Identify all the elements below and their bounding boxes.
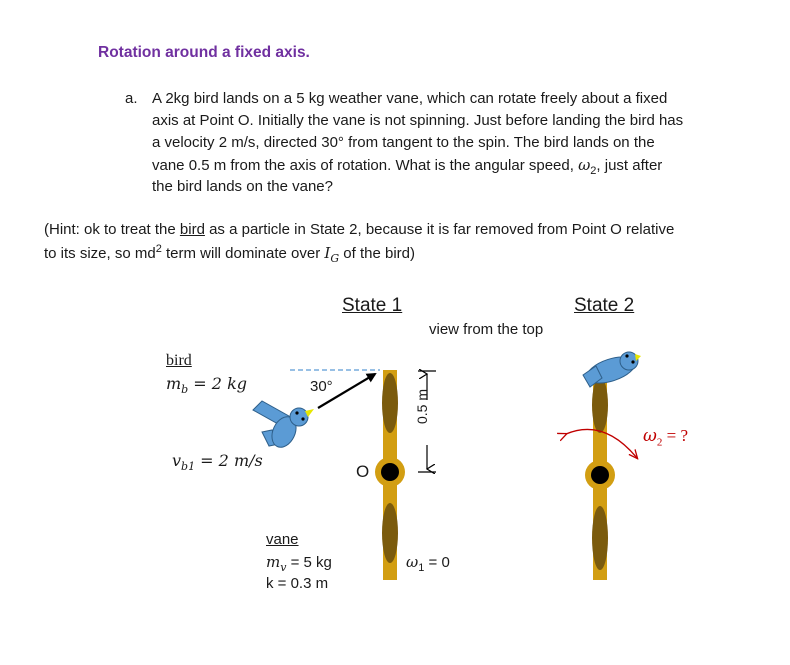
omega1-sub: 1	[418, 562, 425, 574]
bird-velocity-label	[172, 451, 263, 473]
bird-velocity-sub: b1	[181, 460, 196, 474]
bird-state2	[583, 352, 641, 388]
point-o-label: O	[356, 462, 370, 481]
bird-velocity-sym: v	[172, 451, 182, 470]
bird2-eye-left	[625, 354, 628, 357]
bird1-eye-right	[301, 417, 304, 420]
vane-label: vane	[266, 531, 299, 548]
question-line-4-tail: , just after	[596, 157, 663, 174]
section-title: Rotation around a fixed axis.	[98, 44, 310, 61]
point-o-dot	[381, 463, 399, 481]
bird-mass-value: = 2 kg	[188, 374, 247, 393]
vane1-fin-top	[382, 373, 398, 433]
omega1-sym: ω	[406, 553, 419, 571]
question-line-1: A 2kg bird lands on a 5 kg weather vane, which can rotate freely about a fixed	[152, 90, 668, 107]
omega2-symbol: ω	[578, 156, 591, 174]
distance-label: 0.5 m	[414, 388, 430, 424]
vane-mass-sub: v	[280, 561, 287, 574]
omega1-label	[406, 553, 450, 574]
bird1-eye-left	[295, 411, 298, 414]
hint-sup: 2	[155, 243, 162, 255]
bird1-head	[290, 408, 308, 426]
question-line-2: axis at Point O. Initially the vane is not spinning. Just before landing the bird has	[152, 112, 684, 129]
state1-label: State 1	[342, 295, 403, 316]
vane-state2	[585, 370, 615, 580]
state2-label: State 2	[574, 295, 635, 316]
question-letter: a.	[125, 90, 138, 107]
bird-mass-sym: m	[166, 374, 182, 393]
hint-bird-link: bird	[179, 221, 205, 238]
question-line-3: a velocity 2 m/s, directed 30° from tangent to the spin. The bird lands on the	[152, 134, 655, 151]
hint-line-2-pre: to its size, so md	[44, 245, 156, 262]
radius-of-gyration-label: k = 0.3 m	[266, 575, 329, 592]
vane-mass-value: = 5 kg	[286, 554, 332, 571]
vane1-fin-bottom	[382, 503, 398, 563]
hint-line-1-post: as a particle in State 2, because it is far removed from Point O relative	[204, 221, 675, 238]
omega2-label-value: = ?	[662, 426, 689, 445]
view-from-top-label: view from the top	[429, 321, 544, 338]
hint-line-1-pre: (Hint: ok to treat the	[44, 221, 180, 238]
bird-mass-label	[166, 374, 247, 396]
vane2-fin-top	[592, 377, 608, 433]
bird-velocity-value: = 2 m/s	[195, 451, 263, 470]
omega2-label	[643, 426, 688, 448]
vane-mass-label	[266, 553, 332, 574]
vane-state1	[375, 370, 405, 580]
hint-I: I	[324, 244, 331, 262]
bird-state1	[253, 401, 314, 451]
question-line-4-text: vane 0.5 m from the axis of rotation. What is the angular speed,	[152, 157, 579, 174]
angle-label: 30°	[310, 378, 333, 395]
vane2-fin-bottom	[592, 506, 608, 570]
omega2-label-sub: 2	[656, 436, 663, 449]
omega2-subscript: 2	[590, 165, 597, 177]
omega2-label-sym: ω	[643, 426, 657, 446]
bird2-eye-right	[631, 360, 634, 363]
bird-mass-sub: b	[181, 383, 189, 397]
hint-line-2-mid: term will dominate over	[161, 245, 325, 262]
question-line-5: the bird lands on the vane?	[152, 178, 333, 195]
hint-line-2-post: of the bird)	[339, 245, 415, 262]
vane2-axis-dot	[591, 466, 609, 484]
omega1-value: = 0	[424, 554, 450, 571]
vane-mass-sym: m	[266, 553, 281, 571]
bird-label: bird	[166, 352, 192, 369]
hint-G: G	[330, 252, 340, 265]
